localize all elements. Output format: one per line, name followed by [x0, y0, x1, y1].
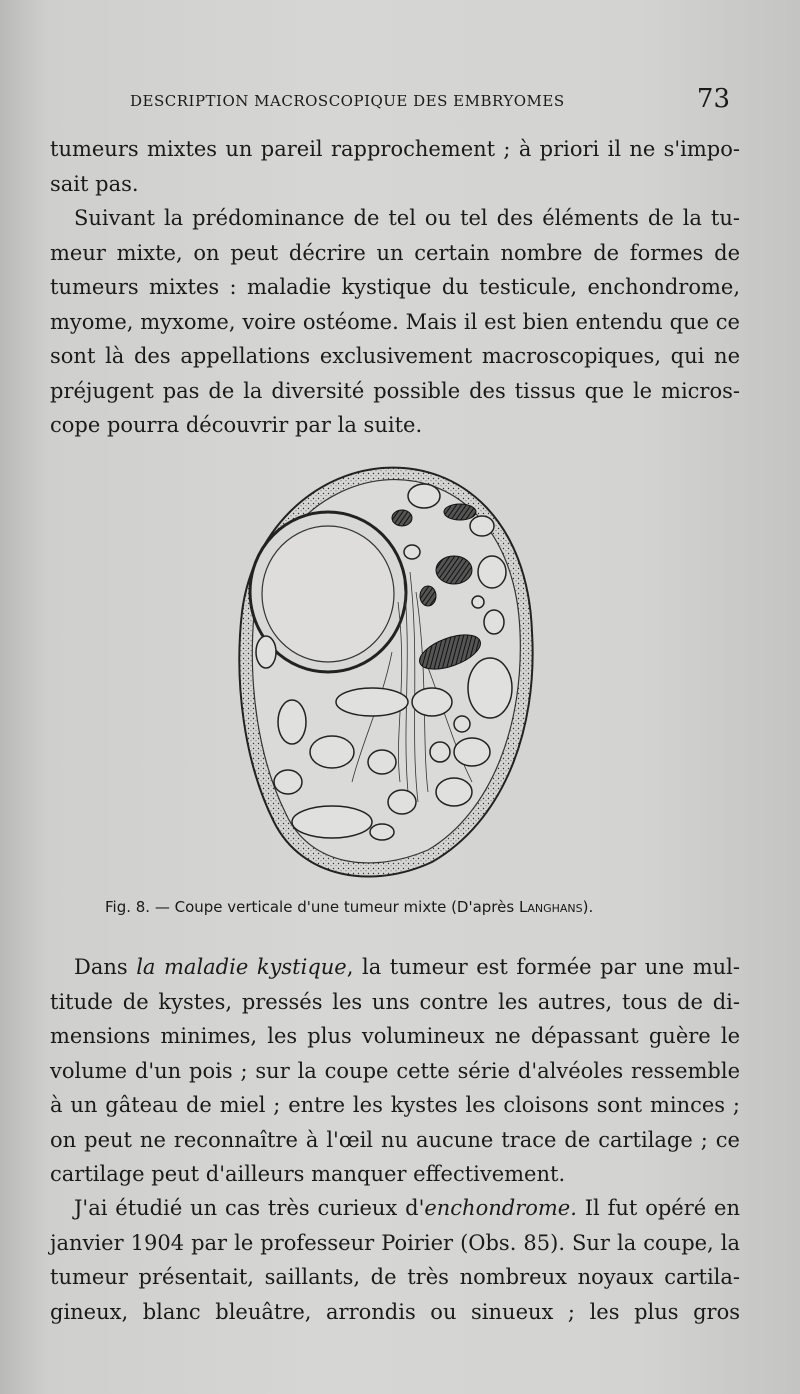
text-run: J'ai étudié un cas très curieux d' [74, 1196, 425, 1220]
text-line: mensions minimes, les plus volumineux ne dépassant guère le [50, 1024, 740, 1048]
emphasis: enchondrome. [424, 1196, 577, 1220]
text-line: myome, myxome, voire ostéome. Mais il est bien entendu que ce [50, 309, 740, 334]
text-line [50, 950, 740, 985]
text-line: titude de kystes, pressés les uns contre les autres, tous de di- [50, 989, 740, 1014]
running-title: DESCRIPTION MACROSCOPIQUE DES EMBRYOMES [130, 92, 565, 110]
figure-caption [105, 898, 593, 916]
text-line: janvier 1904 par le professeur Poirier (Obs. 85). Sur la coupe, la [50, 1230, 740, 1255]
paragraph-4 [50, 1191, 740, 1329]
paragraph-1 [50, 132, 740, 201]
caption-text: Fig. 8. — Coupe verticale d'une tumeur mixte (D'après [105, 898, 519, 916]
text-line: tumeurs mixtes un pareil rapprochement ; à priori il ne s'impo- [50, 137, 740, 161]
text-line: gineux, blanc bleuâtre, arrondis ou sinueux ; les plus gros [50, 1299, 740, 1324]
running-head [130, 84, 730, 118]
text-line: tumeurs mixtes : maladie kystique du testicule, enchondrome, [50, 275, 740, 299]
text-line: on peut ne reconnaître à l'œil nu aucune trace de cartilage ; ce [50, 1127, 740, 1152]
text-line: préjugent pas de la diversité possible des tissus que le micros- [50, 378, 740, 403]
text-line: cartilage peut d'ailleurs manquer effectivement. [50, 1162, 566, 1186]
caption-author: Langhans [518, 898, 583, 916]
tumor-section-illustration [232, 462, 538, 882]
text-run: , la tumeur est formée par une mul- [346, 955, 740, 979]
paragraph-2 [50, 201, 740, 443]
emphasis: la maladie kystique [136, 955, 347, 979]
text-line: sait pas. [50, 171, 139, 196]
text-run: Il fut opéré en [576, 1196, 740, 1220]
text-line: cope pourra découvrir par la suite. [50, 413, 423, 437]
text-line: à un gâteau de miel ; entre les kystes les cloisons sont minces ; [50, 1093, 740, 1117]
text-line: sont là des appellations exclusivement macroscopiques, qui ne [50, 344, 740, 368]
text-line: meur mixte, on peut décrire un certain nombre de formes de [50, 240, 740, 265]
text-line [50, 1191, 740, 1226]
text-line: volume d'un pois ; sur la coupe cette série d'alvéoles ressemble [50, 1058, 740, 1083]
caption-end: ). [582, 898, 594, 916]
text-run: Dans [74, 955, 137, 979]
text-line: Suivant la prédominance de tel ou tel des éléments de la tu- [74, 206, 740, 230]
page-number: 73 [696, 84, 730, 114]
paragraph-3 [50, 950, 740, 1192]
text-line: tumeur présentait, saillants, de très nombreux noyaux cartila- [50, 1265, 740, 1289]
